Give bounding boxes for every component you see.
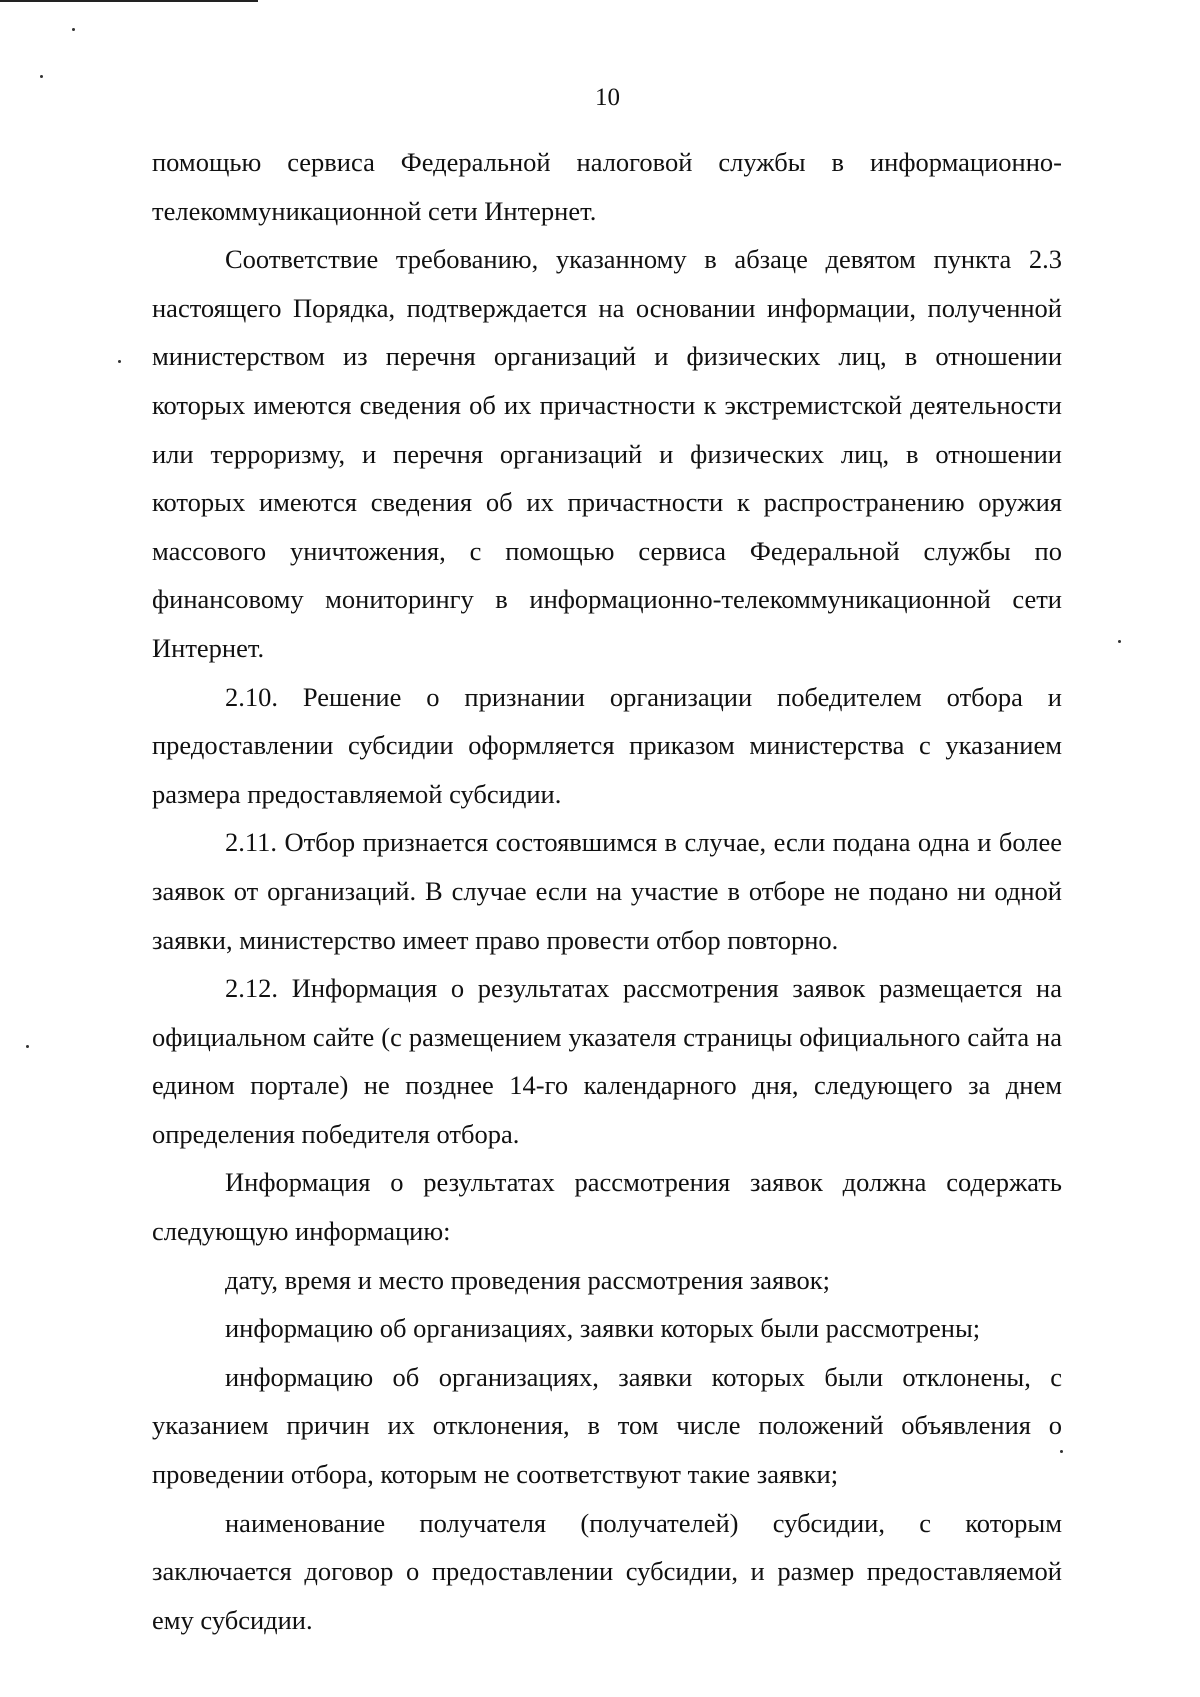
scan-speck bbox=[72, 28, 75, 31]
paragraph-item-2-12: 2.12. Информация о результатах рассмотрения заявок размещается на официальном сайте (с размещением указателя страницы официального сайта на едином портале) не позднее 14-го календарного дня, следующего за днем определения победителя отбора. bbox=[152, 973, 1062, 1149]
scan-edge-line bbox=[0, 0, 258, 2]
list-item: дату, время и место проведения рассмотрения заявок; bbox=[225, 1264, 831, 1295]
scan-speck bbox=[1118, 640, 1121, 643]
paragraph: Информация о результатах рассмотрения заявок должна содержать следующую информацию: bbox=[152, 1167, 1062, 1247]
list-item: информацию об организациях, заявки которых были рассмотрены; bbox=[225, 1313, 981, 1344]
paragraph: Соответствие требованию, указанному в абзаце девятом пункта 2.3 настоящего Порядка, подтверждается на основании информации, полученной министерством из перечня организаций и физических лиц, в отношении которых имеются сведения об их причастности к экстремистской деятельности или терроризму, и перечня организаций и физических лиц, в отношении которых имеются сведения об их причастности к распространению оружия массового уничтожения, с помощью сервиса Федеральной службы по финансовому мониторингу в информационно-телекоммуникационной сети Интернет. bbox=[152, 244, 1062, 663]
paragraph-item-2-10: 2.10. Решение о признании организации победителем отбора и предоставлении субсидии оформляется приказом министерства с указанием размера предоставляемой субсидии. bbox=[152, 681, 1062, 809]
document-body bbox=[152, 138, 1062, 1644]
scan-speck bbox=[40, 75, 43, 78]
paragraph: помощью сервиса Федеральной налоговой службы в информационно-телекоммуникационной сети Интернет. bbox=[152, 147, 1062, 226]
paragraph-item-2-11: 2.11. Отбор признается состоявшимся в случае, если подана одна и более заявок от организаций. В случае если на участие в отборе не подано ни одной заявки, министерство имеет право провести отбор повторно. bbox=[152, 827, 1062, 955]
list-item: наименование получателя (получателей) субсидии, с которым заключается договор о предоставлении субсидии, и размер предоставляемой ему субсидии. bbox=[152, 1507, 1062, 1635]
page-number: 10 bbox=[595, 84, 620, 111]
scan-speck bbox=[26, 1045, 29, 1048]
list-item: информацию об организациях, заявки которых были отклонены, с указанием причин их отклонения, в том числе положений объявления о проведении отбора, которым не соответствуют такие заявки; bbox=[152, 1361, 1062, 1490]
scan-speck bbox=[118, 360, 121, 363]
